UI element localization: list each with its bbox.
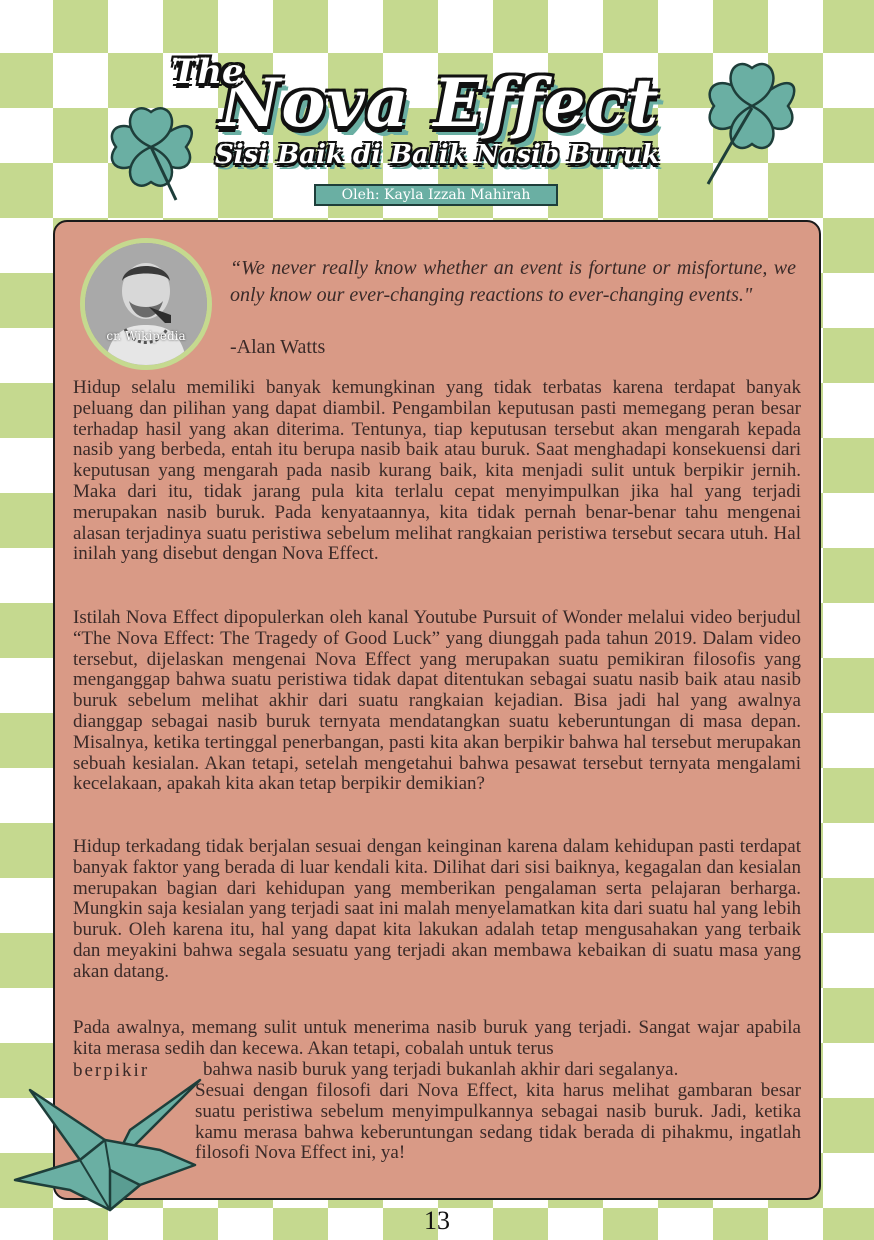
page-subtitle: Sisi Baik di Balik Nasib Buruk — [215, 140, 660, 170]
body-paragraph: Istilah Nova Effect dipopulerkan oleh kanal Youtube Pursuit of Wonder melalui video berjudul “The Nova Effect: The Tragedy of Good Luck” yang diunggah pada tahun 2019. Dalam video tersebut, dijelaskan mengenai Nova Effect yang merupakan suatu pemikiran filosofis yang menganggap bahwa suatu peristiwa tidak dapat ditentukan sebagai suatu nasib baik atau nasib buruk sebelum melihat akhir dari suatu rangkaian kejadian. Bisa jadi hal yang awalnya dianggap sebagai nasib buruk ternyata mendatangkan suatu keberuntungan di masa depan. Misalnya, ketika tertinggal penerbangan, pasti kita akan berpikir bahwa hal tersebut merupakan sebuah kesialan. Akan tetapi, setelah mengetahui bahwa pesawat tersebut ternyata mengalami kecelakaan, apakah kita akan tetap berpikir demikian? — [73, 607, 801, 795]
body-paragraph-part: Pada awalnya, memang sulit untuk menerima nasib buruk yang terjadi. Sangat wajar apabila kita merasa sedih dan kecewa. Akan tetapi, cobalah untuk terus — [73, 1017, 801, 1059]
opening-quote: “We never really know whether an event is fortune or misfortune, we only know our ever-changing reactions to ever-changing events." — [230, 257, 796, 306]
body-paragraph: Hidup terkadang tidak berjalan sesuai dengan keinginan karena dalam kehidupan pasti terdapat banyak faktor yang berada di luar kendali kita. Dilihat dari sisi baiknya, kegagalan dan kesialan merupakan bagian dari kehidupan yang memberikan pengalaman serta pelajaran berharga. Mungkin saja kesialan yang terjadi saat ini malah menyelamatkan kita dari suatu hal yang lebih buruk. Oleh karena itu, hal yang dapat kita lakukan adalah tetap mengusahakan yang terbaik dan meyakini bahwa segala sesuatu yang terjadi akan membawa kebaikan di suatu masa yang akan datang. — [73, 836, 801, 982]
paper-crane-icon — [10, 1070, 210, 1220]
quote-author: -Alan Watts — [230, 336, 326, 358]
body-paragraph-word: berpikir — [73, 1060, 150, 1081]
author-portrait — [80, 238, 212, 370]
page-title: Nova Effect — [220, 64, 660, 142]
portrait-image — [85, 243, 207, 365]
title-block — [160, 40, 720, 190]
body-paragraph-part: Sesuai dengan filosofi dari Nova Effect, kita harus melihat gambaran besar suatu peristiwa sebelum menyimpulkannya sebagai nasib buruk. Jadi, ketika kamu merasa bahwa keberuntungan sedang tidak berada di pihakmu, ingatlah filosofi Nova Effect ini, ya! — [195, 1080, 801, 1164]
title-prefix: The — [172, 52, 244, 92]
page-header — [0, 0, 874, 215]
body-paragraph: Hidup selalu memiliki banyak kemungkinan yang tidak terbatas karena terdapat banyak peluang dan pilihan yang dapat diambil. Pengambilan keputusan pasti memegang peran besar terhadap hasil yang akan diterima. Tentunya, tiap keputusan tersebut akan mengarah kepada nasib yang berbeda, entah itu berupa nasib baik atau buruk. Saat menghadapi konsekuensi dari keputusan yang mengarah pada nasib kurang baik, kita menjadi sulit untuk berpikir jernih. Maka dari itu, tidak jarang pula kita terlalu cepat menyimpulkan jika hal yang terjadi merupakan nasib buruk. Pada kenyataannya, kita tidak pernah benar-benar tahu mengenai alasan terjadinya suatu peristiwa sebelum melihat rangkaian peristiwa tersebut secara utuh. Hal inilah yang disebut dengan Nova Effect. — [73, 377, 801, 565]
author-byline: Oleh: Kayla Izzah Mahirah — [314, 184, 558, 206]
body-paragraph-part: bahwa nasib buruk yang terjadi bukanlah akhir dari segalanya. — [203, 1059, 679, 1080]
photo-credit: cr. Wikipedia — [106, 329, 186, 343]
page-number: 13 — [424, 1206, 450, 1235]
